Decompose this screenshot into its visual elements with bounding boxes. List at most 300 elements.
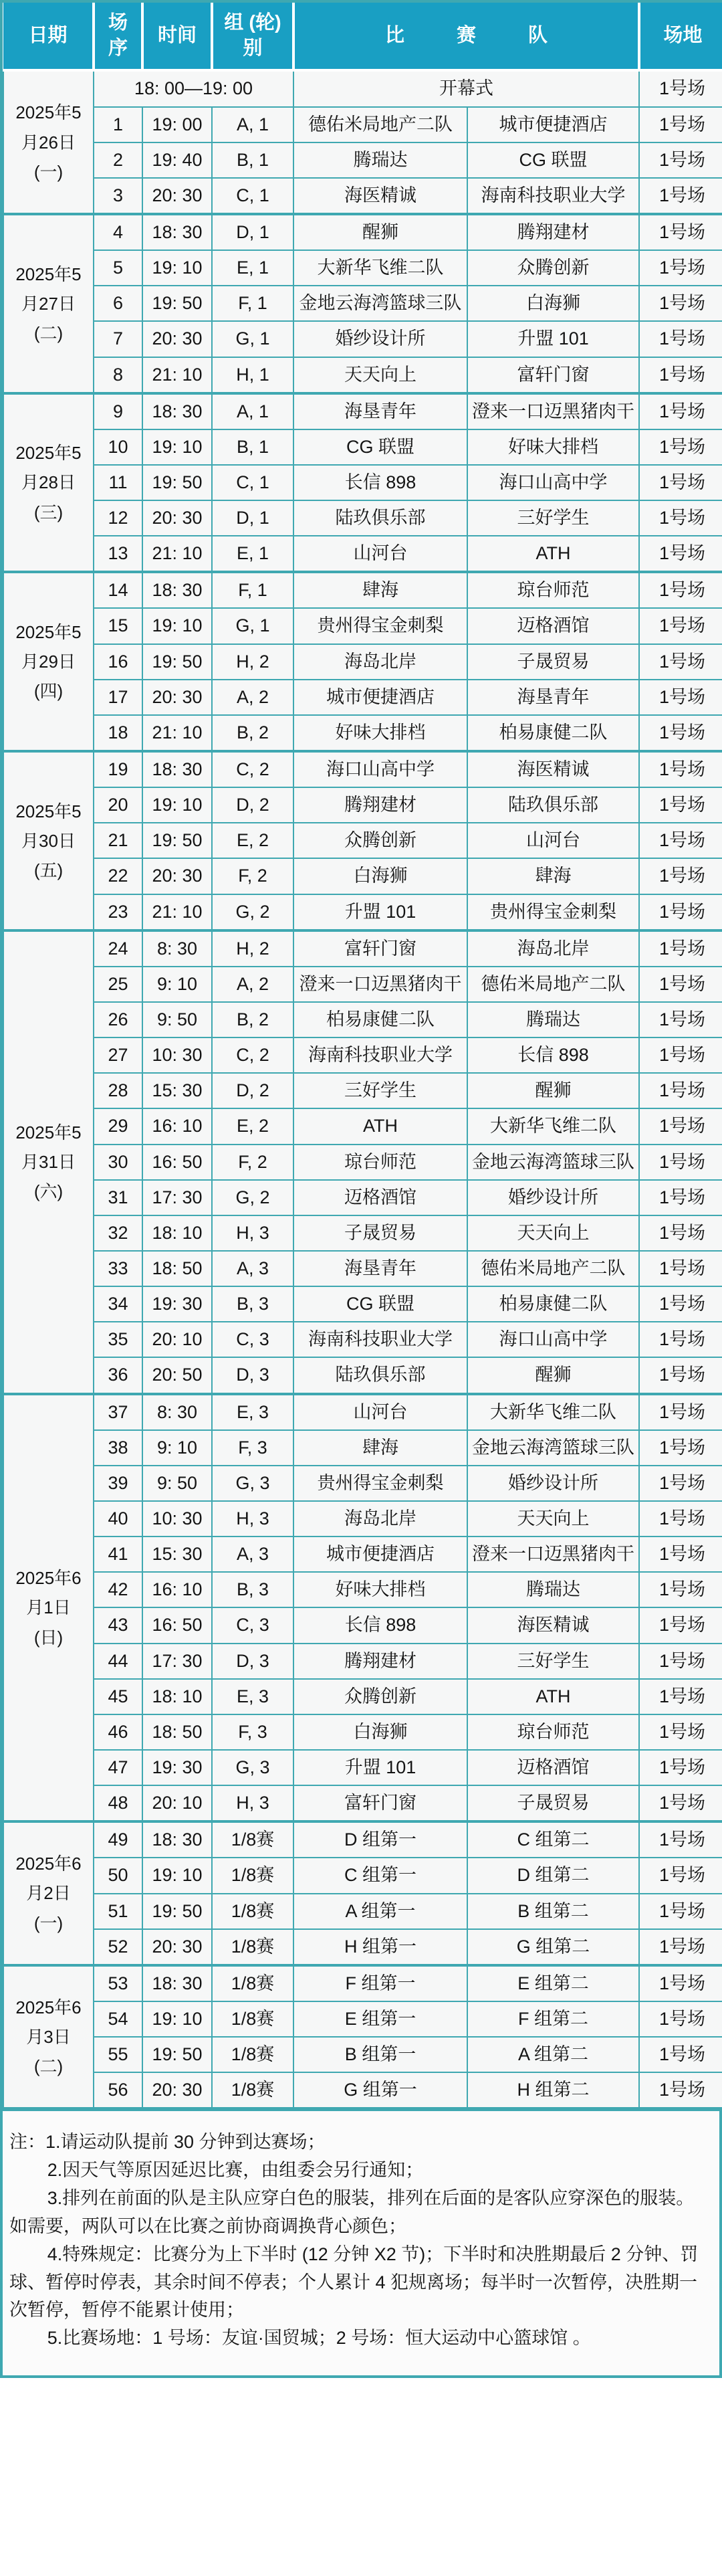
home-team-cell: E 组第一: [293, 2001, 467, 2037]
match-row: [3, 967, 722, 1002]
match-time-cell: 9: 50: [142, 1002, 212, 1037]
away-team-cell: 腾瑞达: [467, 1002, 639, 1037]
away-team-cell: 澄来一口迈黑猪肉干: [467, 1537, 639, 1572]
away-team-cell: 天天向上: [467, 1501, 639, 1537]
match-no-cell: 50: [94, 1858, 142, 1893]
group-round-cell: D, 3: [212, 1357, 293, 1393]
match-no-cell: 40: [94, 1501, 142, 1537]
away-team-cell: E 组第二: [467, 1965, 639, 2001]
group-round-cell: C, 1: [212, 465, 293, 500]
home-team-cell: F 组第一: [293, 1965, 467, 2001]
match-row: [3, 465, 722, 500]
match-time-cell: 20: 30: [142, 178, 212, 214]
match-no-cell: 21: [94, 823, 142, 858]
venue-cell: 1号场: [639, 644, 722, 680]
match-no-cell: 37: [94, 1394, 142, 1430]
match-time-cell: 18: 10: [142, 1215, 212, 1251]
match-no-cell: 38: [94, 1430, 142, 1466]
group-round-cell: E, 3: [212, 1394, 293, 1430]
match-time-cell: 18: 30: [142, 751, 212, 787]
match-row: [3, 1894, 722, 1929]
match-time-cell: 18: 50: [142, 1714, 212, 1750]
match-time-cell: 19: 30: [142, 1286, 212, 1322]
match-time-cell: 20: 50: [142, 1357, 212, 1393]
away-team-cell: ATH: [467, 1679, 639, 1714]
venue-cell: 1号场: [639, 2037, 722, 2072]
away-team-cell: 醒狮: [467, 1073, 639, 1108]
home-team-cell: 长信 898: [293, 1607, 467, 1643]
away-team-cell: A 组第二: [467, 2037, 639, 2072]
match-no-cell: 14: [94, 572, 142, 608]
match-no-cell: 3: [94, 178, 142, 214]
match-row: [3, 1430, 722, 1466]
venue-cell: 1号场: [639, 107, 722, 142]
match-row: [3, 2072, 722, 2108]
match-row: [3, 1357, 722, 1393]
home-team-cell: 好味大排档: [293, 715, 467, 751]
match-row: [3, 1858, 722, 1893]
match-row: [3, 572, 722, 608]
venue-cell: 1号场: [639, 1750, 722, 1785]
group-round-cell: G, 1: [212, 608, 293, 643]
match-no-cell: 20: [94, 787, 142, 823]
venue-cell: 1号场: [639, 1394, 722, 1430]
venue-cell: 1号场: [639, 178, 722, 214]
group-round-cell: H, 2: [212, 644, 293, 680]
group-round-cell: G, 3: [212, 1750, 293, 1785]
group-round-cell: C, 2: [212, 751, 293, 787]
match-row: [3, 1180, 722, 1215]
match-time-cell: 19: 10: [142, 2001, 212, 2037]
home-team-cell: 富轩门窗: [293, 930, 467, 967]
venue-cell: 1号场: [639, 1785, 722, 1821]
away-team-cell: 婚纱设计所: [467, 1180, 639, 1215]
match-row: [3, 930, 722, 967]
home-team-cell: ATH: [293, 1108, 467, 1144]
date-cell: 2025年6月1日(日): [3, 1394, 94, 1822]
match-row: [3, 536, 722, 572]
home-team-cell: G 组第一: [293, 2072, 467, 2108]
home-team-cell: 琼台师范: [293, 1145, 467, 1180]
match-no-cell: 35: [94, 1322, 142, 1357]
group-round-cell: G, 1: [212, 321, 293, 357]
home-team-cell: 众腾创新: [293, 1679, 467, 1714]
match-time-cell: 20: 10: [142, 1322, 212, 1357]
match-time-cell: 18: 30: [142, 572, 212, 608]
home-team-cell: 贵州得宝金刺梨: [293, 608, 467, 643]
date-cell: 2025年6月3日(二): [3, 1965, 94, 2108]
match-row: [3, 858, 722, 894]
date-cell: 2025年6月2日(一): [3, 1821, 94, 1965]
match-no-cell: 2: [94, 142, 142, 178]
match-no-cell: 32: [94, 1215, 142, 1251]
home-team-cell: 肆海: [293, 1430, 467, 1466]
venue-cell: 1号场: [639, 1357, 722, 1393]
match-row: [3, 178, 722, 214]
home-team-cell: 醒狮: [293, 214, 467, 250]
home-team-cell: 金地云海湾篮球三队: [293, 286, 467, 321]
venue-cell: 1号场: [639, 1679, 722, 1714]
match-row: [3, 1537, 722, 1572]
match-time-cell: 21: 10: [142, 357, 212, 393]
match-no-cell: 18: [94, 715, 142, 751]
away-team-cell: 升盟 101: [467, 321, 639, 357]
match-time-cell: 17: 30: [142, 1644, 212, 1679]
away-team-cell: 大新华飞维二队: [467, 1108, 639, 1144]
match-time-cell: 20: 30: [142, 680, 212, 715]
group-round-cell: E, 1: [212, 250, 293, 286]
home-team-cell: 众腾创新: [293, 823, 467, 858]
away-team-cell: 德佑米局地产二队: [467, 967, 639, 1002]
match-row: [3, 2037, 722, 2072]
schedule-table: [3, 3, 722, 2108]
away-team-cell: 琼台师范: [467, 572, 639, 608]
venue-cell: 1号场: [639, 1821, 722, 1858]
match-time-cell: 17: 30: [142, 1180, 212, 1215]
match-time-cell: 20: 30: [142, 2072, 212, 2108]
opening-title-cell: 开幕式: [293, 70, 639, 106]
away-team-cell: 海医精诚: [467, 751, 639, 787]
match-no-cell: 26: [94, 1002, 142, 1037]
venue-cell: 1号场: [639, 1929, 722, 1965]
group-round-cell: C, 3: [212, 1322, 293, 1357]
venue-cell: 1号场: [639, 1644, 722, 1679]
group-round-cell: D, 1: [212, 500, 293, 536]
group-round-cell: 1/8赛: [212, 2037, 293, 2072]
match-time-cell: 19: 50: [142, 823, 212, 858]
group-round-cell: A, 2: [212, 680, 293, 715]
match-time-cell: 19: 10: [142, 1858, 212, 1893]
match-no-cell: 54: [94, 2001, 142, 2037]
away-team-cell: D 组第二: [467, 1858, 639, 1893]
match-no-cell: 16: [94, 644, 142, 680]
group-round-cell: F, 3: [212, 1430, 293, 1466]
match-time-cell: 20: 30: [142, 1929, 212, 1965]
venue-cell: 1号场: [639, 1215, 722, 1251]
match-time-cell: 19: 50: [142, 2037, 212, 2072]
home-team-cell: 白海狮: [293, 1714, 467, 1750]
match-time-cell: 10: 30: [142, 1037, 212, 1073]
venue-cell: 1号场: [639, 1894, 722, 1929]
home-team-cell: 长信 898: [293, 465, 467, 500]
away-team-cell: 海垦青年: [467, 680, 639, 715]
away-team-cell: 金地云海湾篮球三队: [467, 1145, 639, 1180]
group-round-cell: A, 1: [212, 107, 293, 142]
match-time-cell: 20: 30: [142, 858, 212, 894]
match-row: [3, 1607, 722, 1643]
match-no-cell: 15: [94, 608, 142, 643]
match-row: [3, 107, 722, 142]
match-no-cell: 46: [94, 1714, 142, 1750]
match-row: [3, 1750, 722, 1785]
note-line: 2.因天气等原因延迟比赛，由组委会另行通知；: [47, 2160, 424, 2181]
group-round-cell: F, 3: [212, 1714, 293, 1750]
venue-cell: 1号场: [639, 1145, 722, 1180]
home-team-cell: C 组第一: [293, 1858, 467, 1893]
match-row: [3, 608, 722, 643]
home-team-cell: 柏易康健二队: [293, 1002, 467, 1037]
venue-cell: 1号场: [639, 1714, 722, 1750]
away-team-cell: 海南科技职业大学: [467, 178, 639, 214]
group-round-cell: H, 2: [212, 930, 293, 967]
home-team-cell: 山河台: [293, 1394, 467, 1430]
match-time-cell: 9: 50: [142, 1466, 212, 1501]
group-round-cell: G, 3: [212, 1466, 293, 1501]
home-team-cell: B 组第一: [293, 2037, 467, 2072]
away-team-cell: 三好学生: [467, 500, 639, 536]
away-team-cell: 德佑米局地产二队: [467, 1251, 639, 1286]
group-round-cell: 1/8赛: [212, 1894, 293, 1929]
match-row: [3, 1002, 722, 1037]
away-team-cell: 迈格酒馆: [467, 1750, 639, 1785]
match-no-cell: 17: [94, 680, 142, 715]
venue-cell: 1号场: [639, 286, 722, 321]
group-round-cell: A, 3: [212, 1251, 293, 1286]
away-team-cell: 天天向上: [467, 1215, 639, 1251]
away-team-cell: 长信 898: [467, 1037, 639, 1073]
match-no-cell: 8: [94, 357, 142, 393]
match-row: [3, 500, 722, 536]
venue-cell: 1号场: [639, 70, 722, 106]
venue-cell: 1号场: [639, 572, 722, 608]
date-cell: 2025年5月28日(三): [3, 393, 94, 573]
venue-cell: 1号场: [639, 1002, 722, 1037]
match-time-cell: 21: 10: [142, 536, 212, 572]
group-round-cell: B, 3: [212, 1572, 293, 1607]
group-round-cell: F, 2: [212, 1145, 293, 1180]
match-no-cell: 25: [94, 967, 142, 1002]
home-team-cell: 腾翔建材: [293, 1644, 467, 1679]
match-time-cell: 19: 30: [142, 1750, 212, 1785]
group-round-cell: E, 2: [212, 823, 293, 858]
match-row: [3, 1286, 722, 1322]
match-time-cell: 21: 10: [142, 894, 212, 930]
away-team-cell: 白海狮: [467, 286, 639, 321]
home-team-cell: D 组第一: [293, 1821, 467, 1858]
match-no-cell: 30: [94, 1145, 142, 1180]
match-no-cell: 48: [94, 1785, 142, 1821]
home-team-cell: 城市便捷酒店: [293, 1537, 467, 1572]
match-row: [3, 429, 722, 465]
home-team-cell: 海医精诚: [293, 178, 467, 214]
venue-cell: 1号场: [639, 1607, 722, 1643]
venue-cell: 1号场: [639, 1037, 722, 1073]
home-team-cell: 子晟贸易: [293, 1215, 467, 1251]
match-row: [3, 1572, 722, 1607]
home-team-cell: 好味大排档: [293, 1572, 467, 1607]
venue-cell: 1号场: [639, 1965, 722, 2001]
match-no-cell: 9: [94, 393, 142, 429]
match-no-cell: 11: [94, 465, 142, 500]
group-round-cell: E, 1: [212, 536, 293, 572]
match-time-cell: 8: 30: [142, 1394, 212, 1430]
match-no-cell: 51: [94, 1894, 142, 1929]
group-round-cell: D, 3: [212, 1644, 293, 1679]
match-row: [3, 1714, 722, 1750]
away-team-cell: ATH: [467, 536, 639, 572]
away-team-cell: 婚纱设计所: [467, 1466, 639, 1501]
venue-cell: 1号场: [639, 142, 722, 178]
away-team-cell: 好味大排档: [467, 429, 639, 465]
match-row: [3, 1679, 722, 1714]
away-team-cell: 柏易康健二队: [467, 1286, 639, 1322]
venue-cell: 1号场: [639, 429, 722, 465]
venue-cell: 1号场: [639, 1466, 722, 1501]
venue-cell: 1号场: [639, 967, 722, 1002]
home-team-cell: 陆玖俱乐部: [293, 1357, 467, 1393]
away-team-cell: 海岛北岸: [467, 930, 639, 967]
group-round-cell: E, 3: [212, 1679, 293, 1714]
match-row: [3, 1501, 722, 1537]
match-no-cell: 49: [94, 1821, 142, 1858]
notes-section: [3, 2108, 719, 2375]
match-no-cell: 36: [94, 1357, 142, 1393]
match-no-cell: 24: [94, 930, 142, 967]
home-team-cell: 海岛北岸: [293, 644, 467, 680]
col-header-group: 组 (轮)别: [212, 3, 293, 70]
match-time-cell: 18: 30: [142, 1965, 212, 2001]
home-team-cell: 德佑米局地产二队: [293, 107, 467, 142]
match-row: [3, 1108, 722, 1144]
match-row: [3, 823, 722, 858]
match-row: [3, 393, 722, 429]
away-team-cell: 海医精诚: [467, 1607, 639, 1643]
match-time-cell: 18: 30: [142, 393, 212, 429]
note-line: 注：1.请运动队提前 30 分钟到达赛场；: [9, 2132, 326, 2153]
venue-cell: 1号场: [639, 1073, 722, 1108]
match-row: [3, 1394, 722, 1430]
venue-cell: 1号场: [639, 1430, 722, 1466]
match-no-cell: 6: [94, 286, 142, 321]
away-team-cell: 琼台师范: [467, 1714, 639, 1750]
home-team-cell: 海口山高中学: [293, 751, 467, 787]
home-team-cell: 升盟 101: [293, 1750, 467, 1785]
match-time-cell: 16: 10: [142, 1108, 212, 1144]
match-no-cell: 31: [94, 1180, 142, 1215]
match-row: [3, 357, 722, 393]
match-time-cell: 16: 50: [142, 1145, 212, 1180]
home-team-cell: 山河台: [293, 536, 467, 572]
venue-cell: 1号场: [639, 1537, 722, 1572]
away-team-cell: 柏易康健二队: [467, 715, 639, 751]
match-time-cell: 9: 10: [142, 1430, 212, 1466]
match-no-cell: 42: [94, 1572, 142, 1607]
away-team-cell: 三好学生: [467, 1644, 639, 1679]
home-team-cell: 贵州得宝金刺梨: [293, 1466, 467, 1501]
match-no-cell: 12: [94, 500, 142, 536]
match-no-cell: 47: [94, 1750, 142, 1785]
opening-time-cell: 18: 00—19: 00: [94, 70, 293, 106]
group-round-cell: 1/8赛: [212, 2072, 293, 2108]
group-round-cell: C, 1: [212, 178, 293, 214]
group-round-cell: 1/8赛: [212, 1858, 293, 1893]
away-team-cell: 子晟贸易: [467, 644, 639, 680]
match-row: [3, 2001, 722, 2037]
home-team-cell: 澄来一口迈黑猪肉干: [293, 967, 467, 1002]
match-time-cell: 21: 10: [142, 715, 212, 751]
match-time-cell: 18: 30: [142, 1821, 212, 1858]
match-row: [3, 286, 722, 321]
match-no-cell: 41: [94, 1537, 142, 1572]
away-team-cell: 腾瑞达: [467, 1572, 639, 1607]
match-row: [3, 715, 722, 751]
match-time-cell: 19: 50: [142, 1894, 212, 1929]
match-time-cell: 19: 50: [142, 465, 212, 500]
match-no-cell: 4: [94, 214, 142, 250]
away-team-cell: 迈格酒馆: [467, 608, 639, 643]
match-no-cell: 19: [94, 751, 142, 787]
header-row: [3, 3, 722, 70]
group-round-cell: G, 2: [212, 894, 293, 930]
note-line: 4.特殊规定：比赛分为上下半时 (12 分钟 X2 节)；下半时和决胜期最后 2 分钟、罚球、暂停时停表，其余时间不停表；个人累计 4 犯规离场；每半时一次暂停，决胜期一次暂停，暂停不能累计使用；: [9, 2244, 699, 2320]
col-header-teams: 比 赛 队: [293, 3, 639, 70]
home-team-cell: 城市便捷酒店: [293, 680, 467, 715]
away-team-cell: H 组第二: [467, 2072, 639, 2108]
match-time-cell: 20: 30: [142, 500, 212, 536]
match-row: [3, 1821, 722, 1858]
group-round-cell: H, 3: [212, 1215, 293, 1251]
venue-cell: 1号场: [639, 1572, 722, 1607]
group-round-cell: D, 2: [212, 787, 293, 823]
group-round-cell: F, 2: [212, 858, 293, 894]
home-team-cell: 海岛北岸: [293, 1501, 467, 1537]
date-cell: 2025年5月26日(一): [3, 70, 94, 214]
venue-cell: 1号场: [639, 1108, 722, 1144]
home-team-cell: 海垦青年: [293, 393, 467, 429]
venue-cell: 1号场: [639, 1286, 722, 1322]
col-header-venue: 场地: [639, 3, 722, 70]
away-team-cell: 醒狮: [467, 1357, 639, 1393]
away-team-cell: 陆玖俱乐部: [467, 787, 639, 823]
home-team-cell: A 组第一: [293, 1894, 467, 1929]
opening-row: [3, 70, 722, 106]
match-time-cell: 19: 10: [142, 787, 212, 823]
venue-cell: 1号场: [639, 751, 722, 787]
venue-cell: 1号场: [639, 250, 722, 286]
match-no-cell: 13: [94, 536, 142, 572]
home-team-cell: 婚纱设计所: [293, 321, 467, 357]
match-no-cell: 5: [94, 250, 142, 286]
group-round-cell: B, 2: [212, 715, 293, 751]
match-row: [3, 1215, 722, 1251]
match-time-cell: 19: 10: [142, 608, 212, 643]
match-no-cell: 7: [94, 321, 142, 357]
venue-cell: 1号场: [639, 680, 722, 715]
home-team-cell: 升盟 101: [293, 894, 467, 930]
venue-cell: 1号场: [639, 787, 722, 823]
group-round-cell: 1/8赛: [212, 1821, 293, 1858]
away-team-cell: 山河台: [467, 823, 639, 858]
match-time-cell: 10: 30: [142, 1501, 212, 1537]
match-no-cell: 43: [94, 1607, 142, 1643]
match-no-cell: 39: [94, 1466, 142, 1501]
venue-cell: 1号场: [639, 500, 722, 536]
away-team-cell: 贵州得宝金刺梨: [467, 894, 639, 930]
group-round-cell: D, 2: [212, 1073, 293, 1108]
match-time-cell: 9: 10: [142, 967, 212, 1002]
group-round-cell: 1/8赛: [212, 1929, 293, 1965]
match-row: [3, 751, 722, 787]
group-round-cell: B, 3: [212, 1286, 293, 1322]
away-team-cell: 海口山高中学: [467, 1322, 639, 1357]
match-row: [3, 1322, 722, 1357]
home-team-cell: CG 联盟: [293, 1286, 467, 1322]
match-no-cell: 53: [94, 1965, 142, 2001]
away-team-cell: 城市便捷酒店: [467, 107, 639, 142]
date-cell: 2025年5月29日(四): [3, 572, 94, 751]
match-time-cell: 18: 10: [142, 1679, 212, 1714]
venue-cell: 1号场: [639, 1251, 722, 1286]
